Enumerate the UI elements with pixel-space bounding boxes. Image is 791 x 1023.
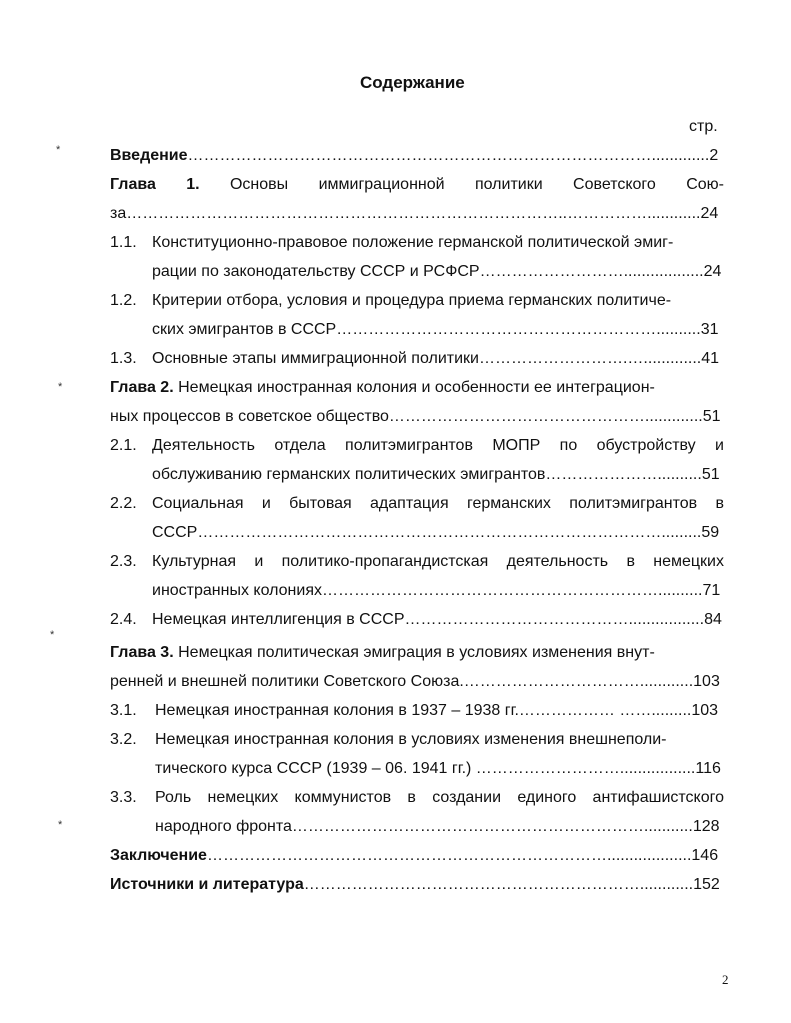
- toc-text: ных процессов в советское общество: [110, 408, 389, 425]
- dot-leader: ……………………….….............: [478, 350, 702, 367]
- toc-num: 2.3.: [110, 553, 137, 570]
- toc-entry-s11-line1[interactable]: Конституционно-правовое положение германской политической эмиг-: [152, 234, 674, 251]
- toc-page: 146: [691, 847, 719, 864]
- toc-entry-s11-line2[interactable]: [152, 262, 724, 282]
- toc-text: Немецкая политическая эмиграция в условиях изменения внут-: [178, 644, 655, 661]
- toc-page: 116: [695, 760, 721, 777]
- scan-speck: *: [58, 381, 63, 393]
- toc-entry-s24[interactable]: [152, 610, 724, 630]
- scan-speck: *: [50, 629, 55, 641]
- dot-leader: ……………… …….........: [518, 702, 692, 719]
- page-number: 2: [722, 972, 729, 987]
- dot-leader: ………………………..................: [479, 263, 704, 280]
- toc-text: иностранных колониях: [152, 582, 322, 599]
- toc-page: 59: [701, 524, 720, 541]
- page-column-label: стр.: [689, 118, 718, 135]
- chapter-label: Глава 1.: [110, 176, 200, 193]
- dot-leader: .……………………………............: [459, 673, 694, 690]
- toc-entry-s32-line2[interactable]: [155, 759, 724, 779]
- toc-num: 3.1.: [110, 702, 137, 719]
- dot-leader: …………………..........: [545, 466, 702, 483]
- toc-entry-s12-line2[interactable]: [152, 320, 724, 340]
- toc-text: Сою-: [686, 176, 724, 193]
- toc-text: народного фронта: [155, 818, 292, 835]
- toc-text: тического курса СССР (1939 – 06. 1941 гг.): [155, 760, 472, 777]
- toc-entry-ch3-line1[interactable]: [110, 643, 724, 663]
- toc-entry-sources[interactable]: [110, 875, 724, 895]
- toc-entry-label: Заключение: [110, 847, 207, 864]
- toc-entry-ch3-line2[interactable]: [110, 672, 724, 692]
- dot-leader: ……………………….................: [471, 760, 696, 777]
- toc-page: 128: [692, 818, 720, 835]
- toc-entry-s33-line2[interactable]: [155, 817, 724, 837]
- toc-entry-conclusion[interactable]: [110, 846, 724, 866]
- toc-entry-s22-line2[interactable]: [152, 523, 724, 543]
- dot-leader: …………………………………………………………………………….........: [197, 524, 702, 541]
- toc-text: иммиграционной: [318, 176, 445, 193]
- toc-page: 41: [701, 350, 720, 367]
- toc-page: 103: [691, 702, 719, 719]
- toc-entry-s31[interactable]: [155, 701, 724, 721]
- toc-num: 2.1.: [110, 437, 137, 454]
- toc-entry-s33-line1[interactable]: Роль немецких коммунистов в создании единого антифашистского: [155, 789, 724, 806]
- toc-entry-s13[interactable]: [152, 349, 724, 369]
- dot-leader: ………………………………………………………………………..……………............: [126, 205, 701, 222]
- toc-entry-ch1-line2[interactable]: [110, 204, 724, 224]
- toc-num: 3.3.: [110, 789, 137, 806]
- toc-num: 2.2.: [110, 495, 137, 512]
- dot-leader: …………………………………………………………………………….............: [187, 147, 710, 164]
- chapter-label: Глава 3.: [110, 644, 174, 661]
- toc-entry-s23-line2[interactable]: [152, 581, 724, 601]
- toc-page: 51: [701, 466, 720, 483]
- toc-page: 84: [704, 611, 722, 628]
- toc-entry-s23-line1[interactable]: Культурная и политико-пропагандистская деятельность в немецких: [152, 553, 724, 570]
- toc-page: 2: [709, 147, 719, 164]
- dot-leader: …………………………………….................: [404, 611, 705, 628]
- toc-text: политики: [474, 176, 543, 193]
- toc-page: 152: [693, 876, 720, 893]
- toc-num: 1.1.: [110, 234, 137, 251]
- dot-leader: …………………………………………………………...........: [291, 818, 693, 835]
- page-title: Содержание: [360, 73, 465, 92]
- toc-entry-label: Источники и литература: [110, 876, 304, 893]
- toc-text: Основы: [229, 176, 289, 193]
- toc-text: рации по законодательству СССР и РСФСР: [152, 263, 480, 280]
- toc-text: СССР: [152, 524, 198, 541]
- dot-leader: ……………………………………………………..........: [336, 321, 701, 338]
- scan-speck: *: [58, 819, 63, 831]
- toc-text: за: [110, 205, 127, 222]
- toc-entry-s21-line1[interactable]: Деятельность отдела политэмигрантов МОПР по обустройству и: [152, 437, 724, 454]
- toc-entry-intro[interactable]: [110, 146, 724, 166]
- toc-text: ренней и внешней политики Советского Союза: [110, 673, 460, 690]
- toc-text: Советского: [573, 176, 656, 193]
- toc-entry-s22-line1[interactable]: Социальная и бытовая адаптация германских политэмигрантов в: [152, 495, 724, 512]
- toc-entry-ch2-line2[interactable]: [110, 407, 724, 427]
- toc-text: обслуживанию германских политических эмигрантов: [152, 466, 546, 483]
- toc-entry-s12-line1[interactable]: Критерии отбора, условия и процедура приема германских политиче-: [152, 292, 672, 309]
- toc-num: 1.3.: [110, 350, 137, 367]
- toc-text: Немецкая иностранная колония и особенности ее интеграцион-: [178, 379, 655, 396]
- toc-page: 51: [702, 408, 721, 425]
- toc-page: 31: [700, 321, 719, 338]
- toc-entry-ch2-line1[interactable]: [110, 378, 724, 398]
- toc-num: 3.2.: [110, 731, 137, 748]
- toc-text: Основные этапы иммиграционной политики: [152, 350, 479, 367]
- toc-page: 71: [702, 582, 721, 599]
- toc-text: Немецкая интеллигенция в СССР: [152, 611, 405, 628]
- toc-entry-label: Введение: [110, 147, 188, 164]
- toc-num: 1.2.: [110, 292, 137, 309]
- chapter-label: Глава 2.: [110, 379, 174, 396]
- dot-leader: ………………………………………………………..........: [322, 582, 703, 599]
- toc-page: 103: [693, 673, 720, 690]
- toc-entry-s21-line2[interactable]: [152, 465, 724, 485]
- toc-page: 24: [703, 263, 722, 280]
- dot-leader: ………………………………………………………............: [303, 876, 694, 893]
- dot-leader: …………………………………………………………………...................: [206, 847, 692, 864]
- toc-entry-s32-line1[interactable]: Немецкая иностранная колония в условиях изменения внешнеполи-: [155, 731, 667, 748]
- toc-text: Немецкая иностранная колония в 1937 – 1938 гг.: [155, 702, 519, 719]
- scan-speck: *: [56, 144, 61, 156]
- toc-num: 2.4.: [110, 611, 137, 628]
- toc-entry-ch1-line1[interactable]: [110, 175, 724, 195]
- toc-text: ских эмигрантов в СССР: [152, 321, 337, 338]
- dot-leader: ………………………………………….............: [388, 408, 703, 425]
- toc-page: 24: [700, 205, 719, 222]
